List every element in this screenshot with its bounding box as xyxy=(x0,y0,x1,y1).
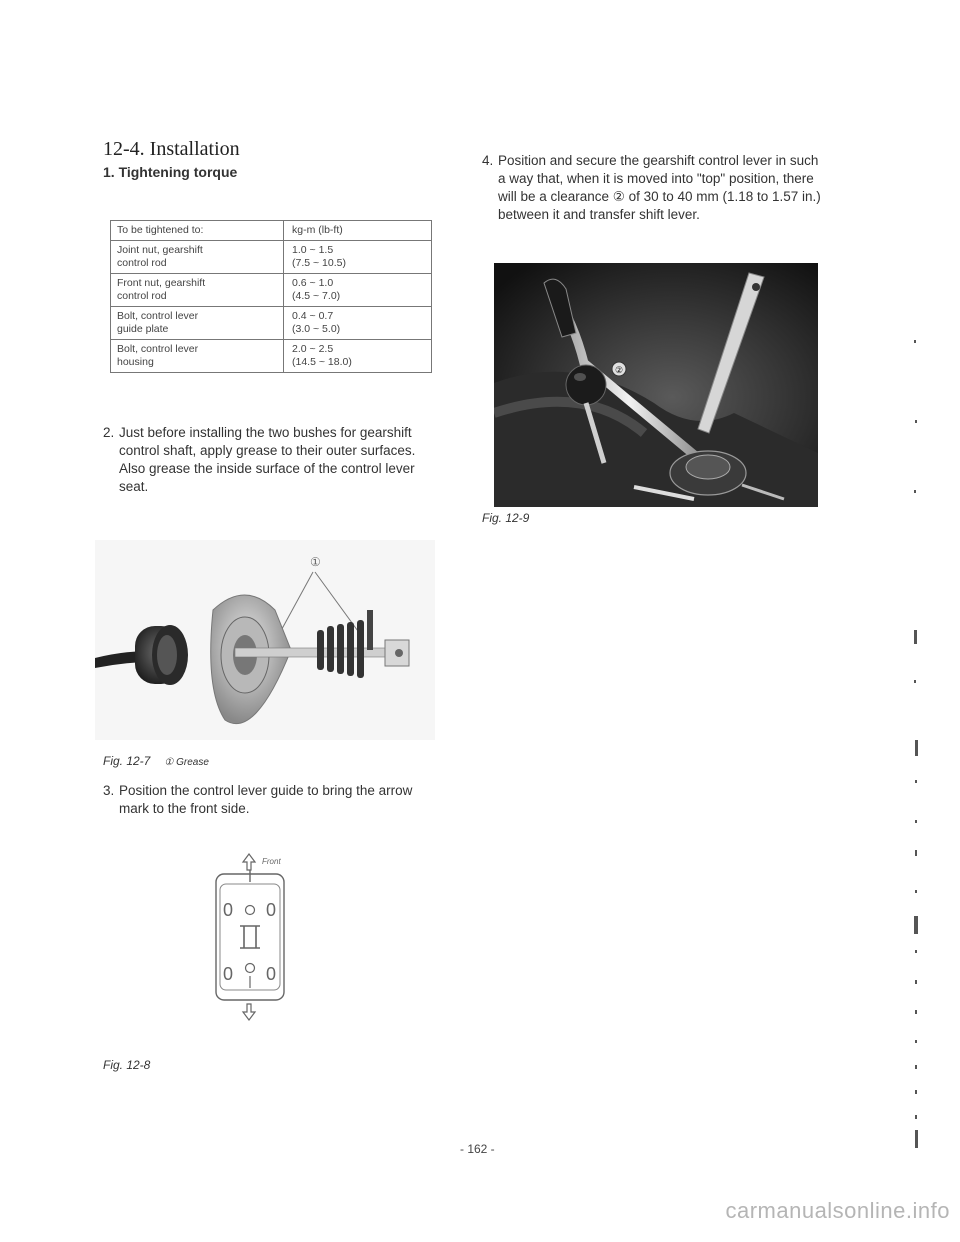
table-cell-part xyxy=(111,340,284,373)
section-title: 12-4. Installation xyxy=(103,138,240,160)
table-cell-part xyxy=(111,274,284,307)
table-header-value: kg-m (lb-ft) xyxy=(284,221,432,241)
part-line: guide plate xyxy=(117,323,169,335)
table-cell-value xyxy=(284,241,432,274)
svg-text:0: 0 xyxy=(223,900,234,920)
figure-caption: Fig. 12-8 xyxy=(103,1058,151,1072)
front-arrow-icon xyxy=(243,854,255,870)
svg-text:0: 0 xyxy=(223,964,234,984)
value-line: (14.5 ~ 18.0) xyxy=(292,356,352,368)
svg-text:0: 0 xyxy=(266,964,277,984)
step-number: 2. xyxy=(103,425,115,440)
clearance-marker: ② xyxy=(615,365,624,375)
front-label: Front xyxy=(262,857,281,866)
step-number: 3. xyxy=(103,783,115,798)
site-watermark: carmanualsonline.info xyxy=(725,1198,950,1223)
value-line: 2.0 ~ 2.5 xyxy=(292,343,334,355)
table-cell-value xyxy=(284,274,432,307)
figure-caption xyxy=(103,754,209,768)
table-row xyxy=(111,307,432,340)
figure-label: Fig. 12-7 xyxy=(103,754,151,768)
step-text: Position and secure the gearshift control lever in such a way that, when it is moved into "top" position, there will be a clearance ② of 30 to 40 mm (1.18 to 1.57 in.) between it and transfer shift lever. xyxy=(498,153,821,222)
table-row xyxy=(111,241,432,274)
step-text: Position the control lever guide to bring the arrow mark to the front side. xyxy=(119,783,413,816)
page-number: - 162 - xyxy=(460,1142,495,1156)
value-line: (7.5 ~ 10.5) xyxy=(292,257,346,269)
table-header-row xyxy=(111,221,432,241)
torque-table xyxy=(110,220,432,373)
table-header-part: To be tightened to: xyxy=(111,221,284,241)
value-line: 0.4 ~ 0.7 xyxy=(292,310,334,322)
part-line: Bolt, control lever xyxy=(117,343,199,355)
table-cell-value xyxy=(284,340,432,373)
part-line: control rod xyxy=(117,257,167,269)
step-2-paragraph xyxy=(103,424,443,496)
figure-caption: Fig. 12-9 xyxy=(482,511,530,525)
table-row xyxy=(111,274,432,307)
binding-margin-marks xyxy=(902,340,932,1150)
part-line: control rod xyxy=(117,290,167,302)
table-cell-part xyxy=(111,307,284,340)
step-4-paragraph xyxy=(482,152,824,224)
part-line: Joint nut, gearshift xyxy=(117,244,203,256)
value-line: 0.6 ~ 1.0 xyxy=(292,277,334,289)
table-row xyxy=(111,340,432,373)
value-line: (4.5 ~ 7.0) xyxy=(292,290,341,302)
part-line: housing xyxy=(117,356,154,368)
step-text: Just before installing the two bushes for gearshift control shaft, apply grease to their outer surfaces. Also grease the inside surface of the control lever seat. xyxy=(119,425,416,494)
figure-legend: ① Grease xyxy=(164,757,209,768)
value-line: 1.0 ~ 1.5 xyxy=(292,244,334,256)
lever-guide-diagram xyxy=(212,852,322,1022)
table-cell-part xyxy=(111,241,284,274)
step-3-paragraph xyxy=(103,782,443,818)
value-line: (3.0 ~ 5.0) xyxy=(292,323,341,335)
svg-text:0: 0 xyxy=(266,900,277,920)
grease-marker: ① xyxy=(310,555,321,569)
step-number: 4. xyxy=(482,153,494,168)
gearshift-shaft-photo xyxy=(95,540,435,740)
section-subtitle: 1. Tightening torque xyxy=(103,164,238,180)
part-line: Front nut, gearshift xyxy=(117,277,206,289)
gearshift-lever-photo xyxy=(494,263,818,507)
rear-arrow-icon xyxy=(243,1004,255,1020)
table-cell-value xyxy=(284,307,432,340)
part-line: Bolt, control lever xyxy=(117,310,199,322)
